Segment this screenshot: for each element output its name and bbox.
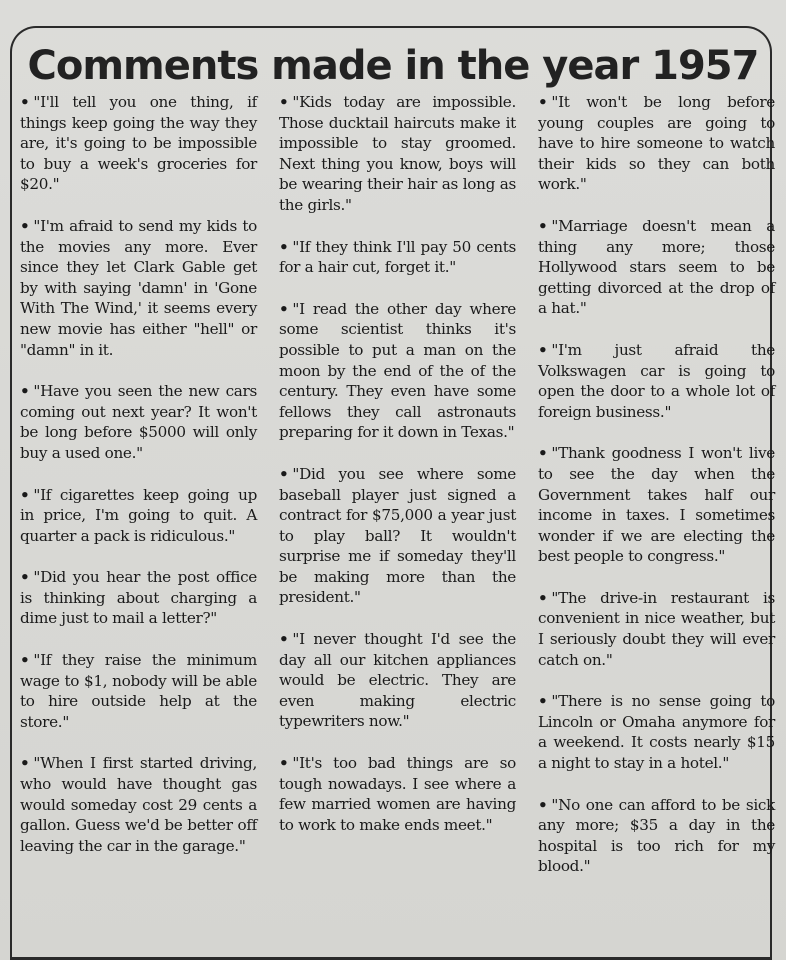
bullet: • — [279, 237, 289, 256]
bullet: • — [20, 651, 30, 670]
quote-item — [20, 216, 257, 360]
quote-item — [20, 753, 257, 856]
quote-item — [538, 443, 775, 567]
quote-text: "It won't be long before young couples are going to have to hire someone to watch their kids so they can both work." — [538, 93, 775, 194]
quote-item — [279, 299, 516, 443]
quote-text: "I read the other day where some scientist thinks it's possible to put a man on the moon by the end of the of the century. They even have some fellows they call astronauts preparing for it down in Texas." — [279, 299, 516, 442]
bullet: • — [20, 216, 30, 235]
bullet: • — [538, 692, 548, 711]
bullet: • — [279, 93, 289, 111]
bullet: • — [20, 382, 30, 401]
quote-item — [279, 753, 516, 835]
bullet: • — [538, 340, 548, 359]
bullet: • — [20, 568, 30, 587]
page-title: Comments made in the year 1957 — [27, 43, 759, 89]
quote-text: "No one can afford to be sick any more; $35 a day in the hospital is too rich for my blood." — [538, 795, 775, 876]
quote-item — [20, 485, 257, 547]
quote-text: "Marriage doesn't mean a thing any more; those Hollywood stars seem to be getting divorced at the drop of a hat." — [538, 216, 775, 318]
bullet: • — [20, 485, 30, 504]
quote-item — [538, 340, 775, 422]
bullet: • — [20, 754, 30, 773]
quote-text: "Kids today are impossible. Those ducktail haircuts make it impossible to stay groomed. Next thing you know, boys will be wearing their hair as long as the girls." — [279, 93, 516, 214]
bullet: • — [538, 588, 548, 607]
columns — [20, 92, 775, 952]
quote-item — [538, 691, 775, 773]
bullet: • — [538, 795, 548, 814]
quote-item — [20, 92, 257, 195]
quote-item — [538, 92, 775, 195]
quote-text: "I'm afraid to send my kids to the movies any more. Ever since they let Clark Gable get by with saying 'damn' in 'Gone With The Wind,' it seems every new movie has either "hell" or "damn" in it. — [20, 216, 257, 359]
quote-text: "When I first started driving, who would have thought gas would someday cost 29 cents a gallon. Guess we'd be better off leaving the car in the garage." — [20, 754, 257, 855]
bullet: • — [538, 444, 548, 463]
quote-text: "It's too bad things are so tough nowadays. I see where a few married women are having to work to make ends meet." — [279, 754, 516, 834]
quote-text: "There is no sense going to Lincoln or Omaha anymore for a weekend. It costs nearly $15 a night to stay in a hotel." — [538, 692, 775, 773]
quote-text: "I'm just afraid the Volkswagen car is going to open the door to a whole lot of foreign business." — [538, 340, 775, 421]
quote-text: "Have you seen the new cars coming out next year? It won't be long before $5000 will only buy a used one." — [20, 382, 257, 462]
bullet: • — [279, 464, 289, 483]
quote-text: "If they think I'll pay 50 cents for a hair cut, forget it." — [279, 237, 516, 277]
quote-item — [279, 237, 516, 278]
quote-item — [20, 650, 257, 732]
column-2 — [279, 92, 516, 952]
quote-item — [20, 567, 257, 629]
quote-item — [20, 381, 257, 463]
bullet: • — [279, 754, 289, 773]
column-3 — [538, 92, 775, 952]
quote-text: "I never thought I'd see the day all our kitchen appliances would be electric. They are even making electric typewriters now." — [279, 630, 516, 731]
quote-item — [279, 629, 516, 732]
quote-item — [279, 92, 516, 216]
quote-text: "Did you see where some baseball player just signed a contract for $75,000 a year just to play ball? It wouldn't surprise me if someday they'll be making more than the president." — [279, 464, 516, 607]
quote-text: "Thank goodness I won't live to see the day when the Government takes half our income in taxes. I sometimes wonder if we are electing the best people to congress." — [538, 444, 775, 566]
bullet: • — [279, 630, 289, 649]
quote-text: "Did you hear the post office is thinking about charging a dime just to mail a letter?" — [20, 568, 257, 628]
quote-text: "If cigarettes keep going up in price, I'm going to quit. A quarter a pack is ridiculous." — [20, 485, 257, 545]
bullet: • — [538, 216, 548, 235]
bullet: • — [279, 299, 289, 318]
quote-item — [538, 795, 775, 877]
quote-item — [279, 464, 516, 608]
quote-text: "I'll tell you one thing, if things keep going the way they are, it's going to be impossible to buy a week's groceries for $20." — [20, 93, 257, 194]
quote-item — [538, 588, 775, 670]
bullet: • — [538, 93, 548, 111]
quote-item — [538, 216, 775, 319]
bullet: • — [20, 93, 30, 111]
quote-text: "If they raise the minimum wage to $1, nobody will be able to hire outside help at the store." — [20, 651, 257, 731]
column-1 — [20, 92, 257, 952]
quote-text: "The drive-in restaurant is convenient in nice weather, but I seriously doubt they will ever catch on." — [538, 588, 775, 669]
